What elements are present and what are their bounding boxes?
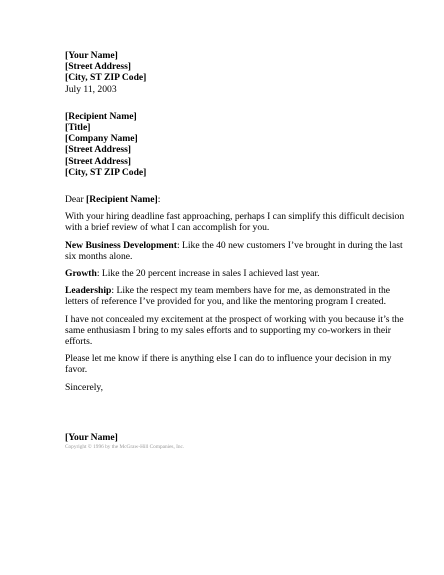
new-business-line-1: : Like the 40 new customers I’ve brought in during the last: [176, 239, 403, 251]
closing-request-paragraph: [65, 353, 405, 375]
leadership-heading: Leadership: [65, 285, 112, 297]
leadership-line-2: letters of reference I’ve provided for you, and like the mentoring program I created.: [65, 296, 386, 308]
new-business-heading: New Business Development: [65, 239, 177, 251]
sender-street: [Street Address]: [65, 61, 131, 73]
growth-line-1: : Like the 20 percent increase in sales I achieved last year.: [96, 268, 320, 280]
closing: Sincerely,: [65, 381, 104, 393]
sender-name: [Your Name]: [65, 50, 118, 61]
intro-line-2: with a brief review of what I can accomplish for you.: [65, 222, 270, 234]
recipient-title: [Title]: [65, 122, 91, 134]
recipient-street-2: [Street Address]: [65, 155, 131, 167]
growth-paragraph: [65, 268, 405, 279]
new-business-paragraph: [65, 240, 405, 262]
salutation-suffix: :: [157, 194, 161, 206]
excitement-line-3: efforts.: [65, 336, 93, 348]
letter: [65, 50, 405, 443]
recipient-block: [65, 111, 405, 178]
copyright-footer: Copyright © 1996 by the McGraw-Hill Companies, Inc.: [65, 444, 185, 450]
salutation: [65, 194, 405, 205]
excitement-paragraph: [65, 314, 405, 348]
growth-heading: Growth: [65, 268, 97, 280]
sender-block: [65, 50, 405, 95]
closing-request-line-2: favor.: [65, 364, 88, 376]
salutation-name: [Recipient Name]: [86, 194, 158, 206]
intro-line-1: With your hiring deadline fast approaching, perhaps I can simplify this difficult decision: [65, 211, 405, 223]
recipient-company: [Company Name]: [65, 133, 138, 145]
sender-city: [City, ST ZIP Code]: [65, 72, 147, 84]
recipient-name: [Recipient Name]: [65, 110, 137, 122]
excitement-line-2: same enthusiasm I bring to my sales efforts and to supporting my co-workers in their: [65, 324, 391, 336]
letter-date: July 11, 2003: [65, 83, 117, 95]
recipient-street-1: [Street Address]: [65, 144, 131, 156]
closing-request-line-1: Please let me know if there is anything else I can do to influence your decision in my: [65, 353, 392, 365]
signature-name: [Your Name]: [65, 431, 118, 443]
salutation-prefix: Dear: [65, 194, 87, 206]
recipient-city: [City, ST ZIP Code]: [65, 166, 147, 178]
new-business-line-2: six months alone.: [65, 250, 133, 262]
intro-paragraph: [65, 211, 405, 233]
leadership-paragraph: [65, 285, 405, 307]
excitement-line-1: I have not concealed my excitement at the prospect of working with you because it’s the: [65, 313, 404, 325]
leadership-line-1: : Like the respect my team members have for me, as demonstrated in the: [111, 285, 391, 297]
